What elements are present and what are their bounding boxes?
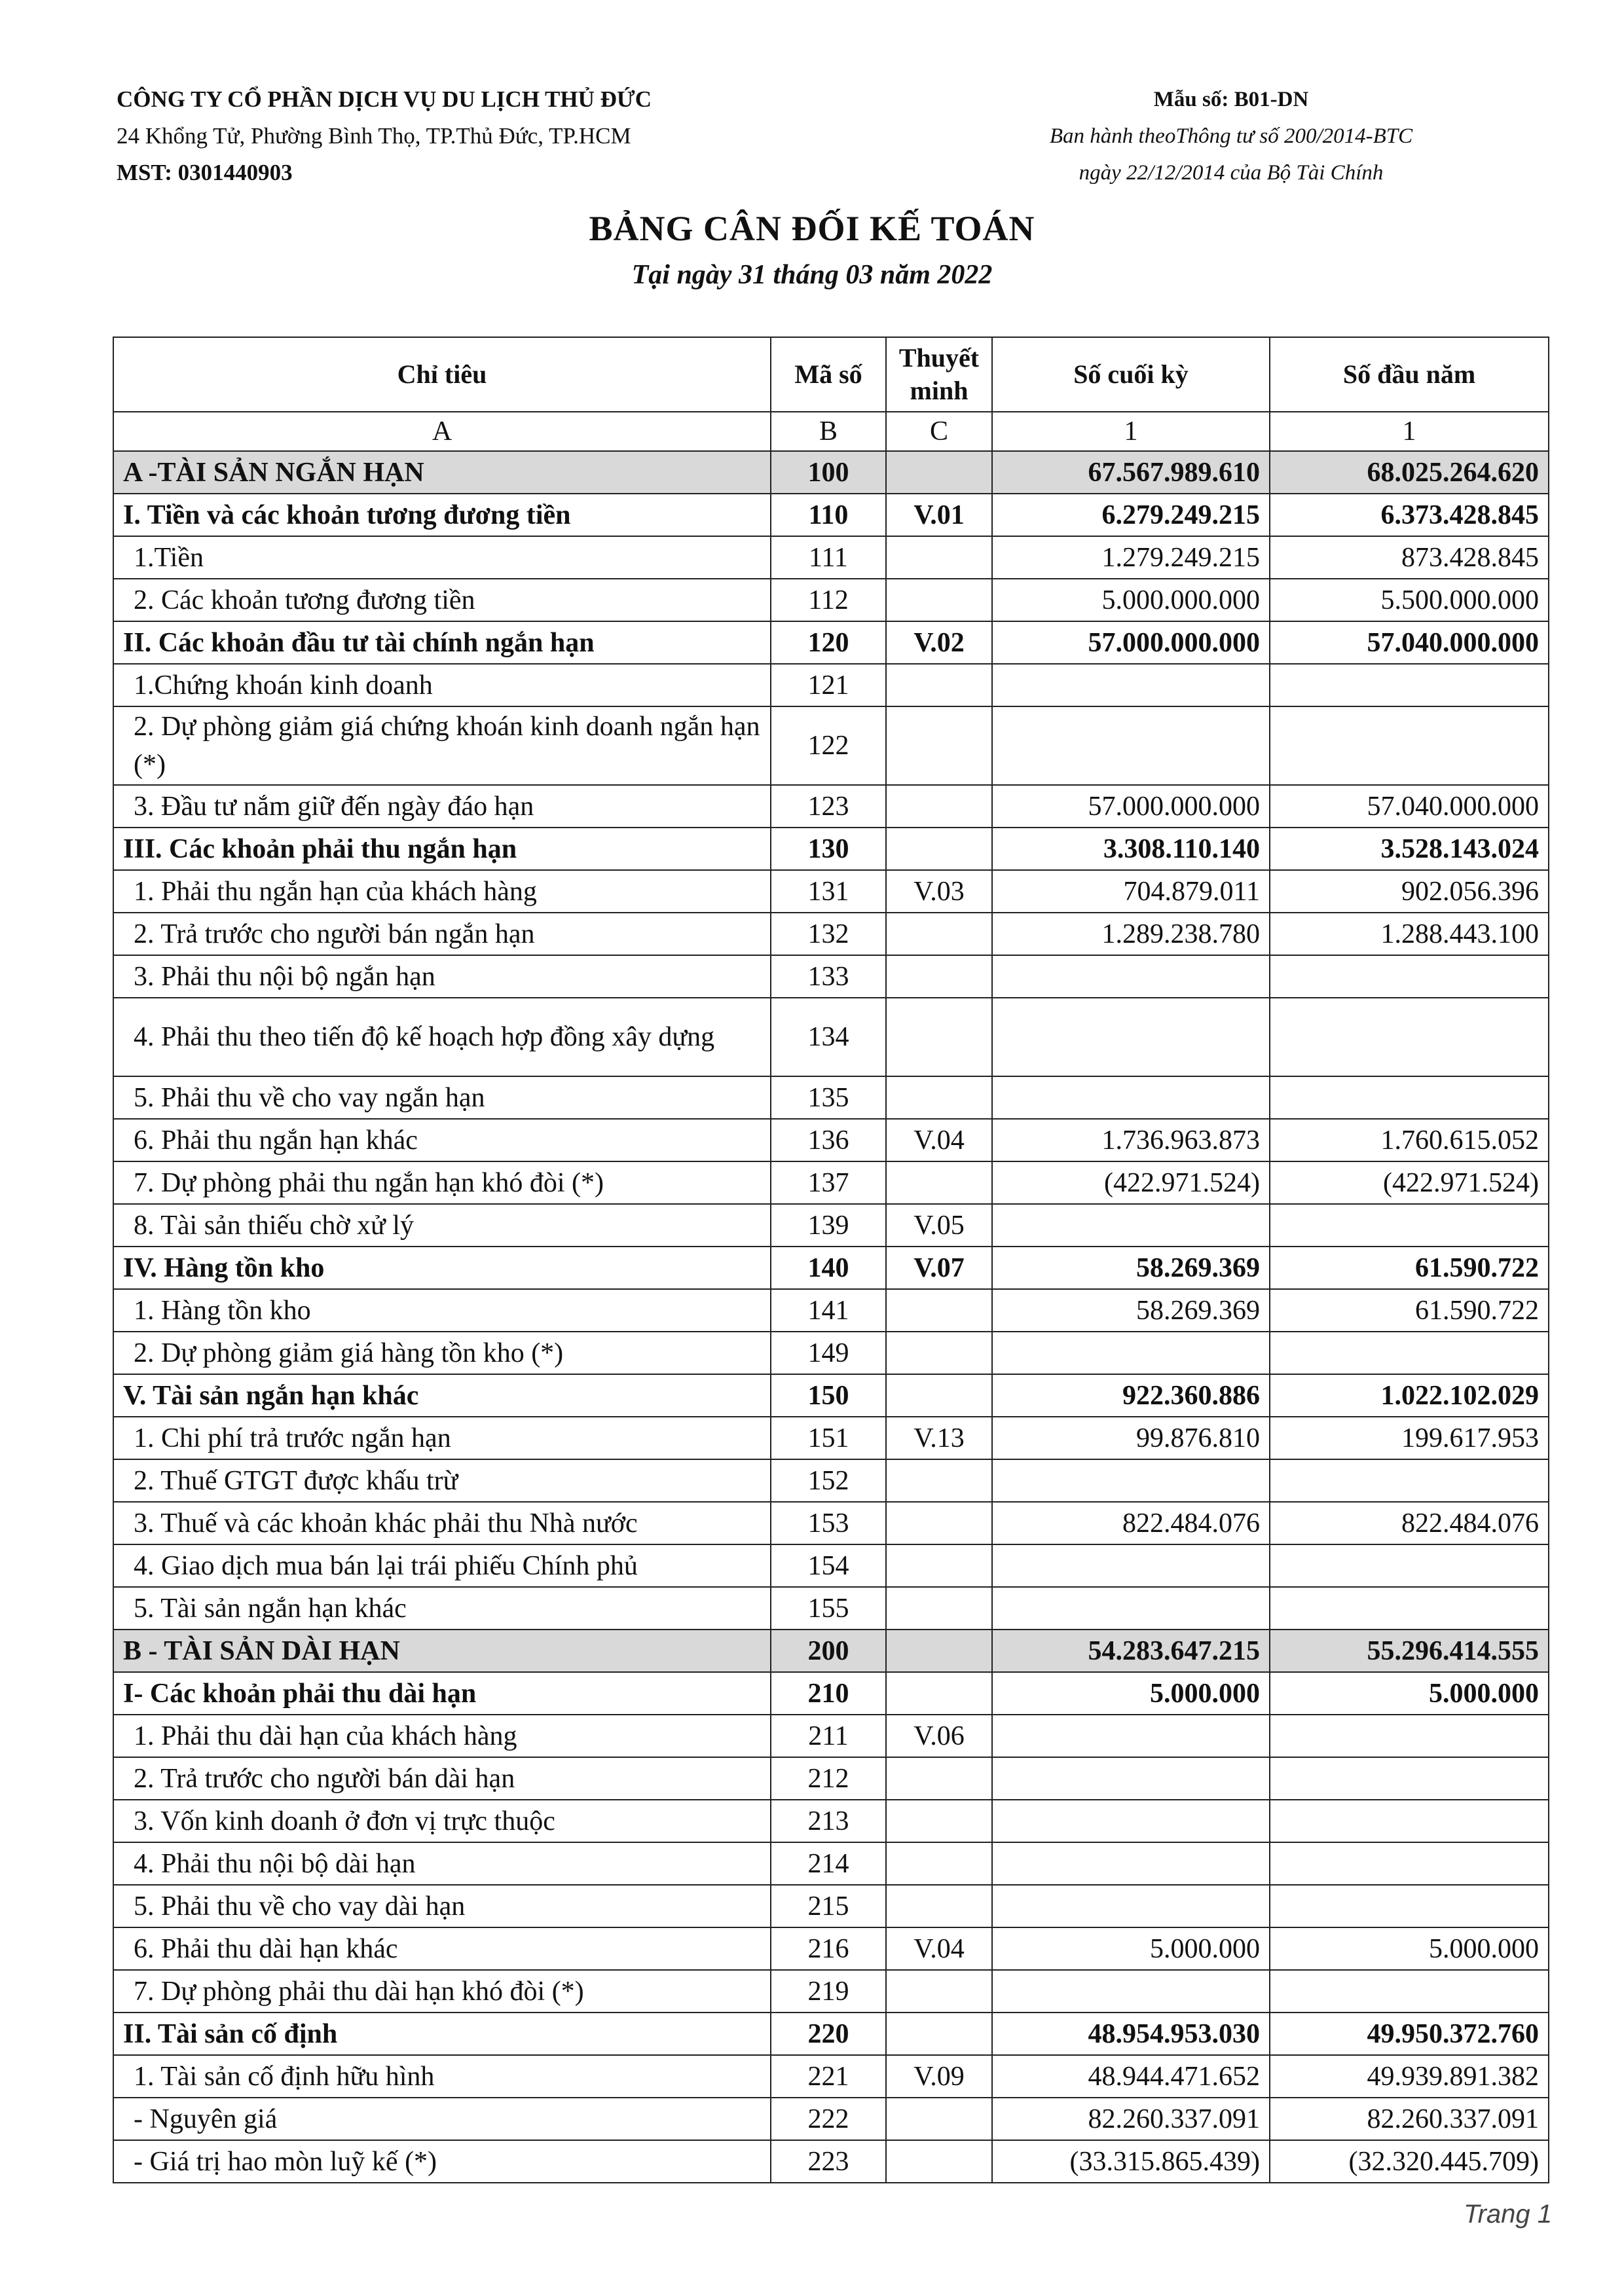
row-begin-value: 55.296.414.555 xyxy=(1270,1630,1549,1672)
table-row xyxy=(113,451,1549,494)
row-code: 139 xyxy=(771,1204,886,1247)
row-note xyxy=(886,1800,992,1842)
table-header-row xyxy=(113,337,1549,412)
table-row xyxy=(113,1417,1549,1459)
row-end-value xyxy=(992,1204,1270,1247)
row-end-value: 58.269.369 xyxy=(992,1289,1270,1332)
row-note xyxy=(886,955,992,998)
table-row xyxy=(113,1204,1549,1247)
row-end-value: 822.484.076 xyxy=(992,1502,1270,1544)
row-code: 219 xyxy=(771,1970,886,2013)
row-name: 2. Các khoản tương đương tiền xyxy=(113,579,771,621)
form-date: ngày 22/12/2014 của Bộ Tài Chính xyxy=(1079,161,1384,185)
row-begin-value: 49.939.891.382 xyxy=(1270,2055,1549,2098)
table-row xyxy=(113,1374,1549,1417)
row-code: 137 xyxy=(771,1161,886,1204)
table-row xyxy=(113,1161,1549,1204)
row-note: V.04 xyxy=(886,1927,992,1970)
row-name: 5. Tài sản ngắn hạn khác xyxy=(113,1587,771,1630)
col-header-name: Chỉ tiêu xyxy=(113,337,771,412)
row-note xyxy=(886,2013,992,2055)
balance-sheet-table xyxy=(113,337,1549,2183)
tax-code: MST: 0301440903 xyxy=(117,160,293,185)
table-row xyxy=(113,1544,1549,1587)
row-end-value xyxy=(992,1885,1270,1927)
page-subtitle: Tại ngày 31 tháng 03 năm 2022 xyxy=(631,260,993,290)
table-row xyxy=(113,621,1549,664)
table-row xyxy=(113,2098,1549,2140)
col-letter-a: A xyxy=(113,412,771,451)
row-name: 1. Phải thu ngắn hạn của khách hàng xyxy=(113,870,771,913)
row-note xyxy=(886,998,992,1076)
row-code: 222 xyxy=(771,2098,886,2140)
row-note: V.06 xyxy=(886,1715,992,1757)
row-end-value xyxy=(992,664,1270,706)
table-row xyxy=(113,579,1549,621)
row-note xyxy=(886,1885,992,1927)
row-code: 220 xyxy=(771,2013,886,2055)
row-note xyxy=(886,706,992,785)
row-begin-value: 82.260.337.091 xyxy=(1270,2098,1549,2140)
row-begin-value xyxy=(1270,998,1549,1076)
row-note: V.07 xyxy=(886,1247,992,1289)
row-begin-value xyxy=(1270,1800,1549,1842)
row-begin-value: 49.950.372.760 xyxy=(1270,2013,1549,2055)
row-name: I. Tiền và các khoản tương đương tiền xyxy=(113,494,771,536)
row-note xyxy=(886,828,992,870)
row-code: 200 xyxy=(771,1630,886,1672)
row-end-value: 54.283.647.215 xyxy=(992,1630,1270,1672)
row-note xyxy=(886,1459,992,1502)
row-note xyxy=(886,1161,992,1204)
table-row xyxy=(113,913,1549,955)
row-code: 153 xyxy=(771,1502,886,1544)
row-note: V.05 xyxy=(886,1204,992,1247)
row-code: 132 xyxy=(771,913,886,955)
row-begin-value: 199.617.953 xyxy=(1270,1417,1549,1459)
row-code: 134 xyxy=(771,998,886,1076)
row-code: 112 xyxy=(771,579,886,621)
row-begin-value xyxy=(1270,1459,1549,1502)
row-end-value: 5.000.000 xyxy=(992,1927,1270,1970)
row-name: - Nguyên giá xyxy=(113,2098,771,2140)
row-code: 121 xyxy=(771,664,886,706)
row-name: 3. Thuế và các khoản khác phải thu Nhà nước xyxy=(113,1502,771,1544)
row-end-value xyxy=(992,1459,1270,1502)
row-begin-value: 57.040.000.000 xyxy=(1270,785,1549,828)
row-name: 2. Thuế GTGT được khấu trừ xyxy=(113,1459,771,1502)
table-row xyxy=(113,706,1549,785)
row-name: 1.Chứng khoán kinh doanh xyxy=(113,664,771,706)
table-body xyxy=(113,451,1549,2183)
row-code: 122 xyxy=(771,706,886,785)
col-header-note: Thuyết minh xyxy=(886,337,992,412)
table-row xyxy=(113,2140,1549,2183)
row-end-value: 82.260.337.091 xyxy=(992,2098,1270,2140)
row-begin-value: 873.428.845 xyxy=(1270,536,1549,579)
row-code: 133 xyxy=(771,955,886,998)
row-begin-value xyxy=(1270,955,1549,998)
table-row xyxy=(113,1757,1549,1800)
row-note: V.02 xyxy=(886,621,992,664)
row-begin-value xyxy=(1270,1544,1549,1587)
row-end-value: (422.971.524) xyxy=(992,1161,1270,1204)
row-name: V. Tài sản ngắn hạn khác xyxy=(113,1374,771,1417)
row-name: B - TÀI SẢN DÀI HẠN xyxy=(113,1630,771,1672)
row-name: 4. Phải thu nội bộ dài hạn xyxy=(113,1842,771,1885)
row-end-value xyxy=(992,955,1270,998)
row-end-value xyxy=(992,1970,1270,2013)
row-note xyxy=(886,1842,992,1885)
row-end-value: 1.289.238.780 xyxy=(992,913,1270,955)
row-note xyxy=(886,451,992,494)
row-name: 2. Trả trước cho người bán dài hạn xyxy=(113,1757,771,1800)
row-end-value: 5.000.000.000 xyxy=(992,579,1270,621)
company-name: CÔNG TY CỔ PHẦN DỊCH VỤ DU LỊCH THỦ ĐỨC xyxy=(117,86,652,112)
row-name: 8. Tài sản thiếu chờ xử lý xyxy=(113,1204,771,1247)
table-row xyxy=(113,955,1549,998)
row-begin-value: 902.056.396 xyxy=(1270,870,1549,913)
table-row xyxy=(113,664,1549,706)
row-note xyxy=(886,785,992,828)
row-code: 141 xyxy=(771,1289,886,1332)
table-row xyxy=(113,828,1549,870)
table-row xyxy=(113,1459,1549,1502)
row-note xyxy=(886,1289,992,1332)
row-end-value: 67.567.989.610 xyxy=(992,451,1270,494)
row-end-value xyxy=(992,1587,1270,1630)
table-row xyxy=(113,1842,1549,1885)
row-name: 4. Phải thu theo tiến độ kế hoạch hợp đồng xây dựng xyxy=(113,998,771,1076)
row-name: 5. Phải thu về cho vay dài hạn xyxy=(113,1885,771,1927)
row-end-value xyxy=(992,1332,1270,1374)
row-name: A -TÀI SẢN NGẮN HẠN xyxy=(113,451,771,494)
row-begin-value xyxy=(1270,1970,1549,2013)
row-code: 213 xyxy=(771,1800,886,1842)
row-note xyxy=(886,1544,992,1587)
row-name: 2. Dự phòng giảm giá hàng tồn kho (*) xyxy=(113,1332,771,1374)
row-end-value: 58.269.369 xyxy=(992,1247,1270,1289)
row-end-value: 3.308.110.140 xyxy=(992,828,1270,870)
row-name: 6. Phải thu dài hạn khác xyxy=(113,1927,771,1970)
row-end-value xyxy=(992,1544,1270,1587)
row-name: 3. Vốn kinh doanh ở đơn vị trực thuộc xyxy=(113,1800,771,1842)
row-note xyxy=(886,1587,992,1630)
col-letter-1: 1 xyxy=(992,412,1270,451)
row-begin-value: (422.971.524) xyxy=(1270,1161,1549,1204)
row-code: 211 xyxy=(771,1715,886,1757)
row-begin-value xyxy=(1270,1842,1549,1885)
row-end-value: 704.879.011 xyxy=(992,870,1270,913)
table-row xyxy=(113,1927,1549,1970)
row-code: 123 xyxy=(771,785,886,828)
row-note: V.13 xyxy=(886,1417,992,1459)
table-row xyxy=(113,1247,1549,1289)
row-note: V.03 xyxy=(886,870,992,913)
row-begin-value: 3.528.143.024 xyxy=(1270,828,1549,870)
row-note xyxy=(886,913,992,955)
row-note xyxy=(886,536,992,579)
table-row xyxy=(113,785,1549,828)
row-begin-value xyxy=(1270,664,1549,706)
table-row xyxy=(113,1587,1549,1630)
table-row xyxy=(113,536,1549,579)
row-name: 3. Đầu tư nắm giữ đến ngày đáo hạn xyxy=(113,785,771,828)
row-begin-value xyxy=(1270,1885,1549,1927)
row-begin-value: 822.484.076 xyxy=(1270,1502,1549,1544)
row-name: IV. Hàng tồn kho xyxy=(113,1247,771,1289)
row-end-value xyxy=(992,998,1270,1076)
row-note xyxy=(886,1502,992,1544)
row-note xyxy=(886,1332,992,1374)
row-end-value: 1.736.963.873 xyxy=(992,1119,1270,1161)
row-end-value xyxy=(992,1842,1270,1885)
row-end-value xyxy=(992,706,1270,785)
table-row xyxy=(113,2055,1549,2098)
page-title: BẢNG CÂN ĐỐI KẾ TOÁN xyxy=(589,209,1035,248)
row-name: 4. Giao dịch mua bán lại trái phiếu Chính phủ xyxy=(113,1544,771,1587)
row-code: 215 xyxy=(771,1885,886,1927)
row-end-value xyxy=(992,1715,1270,1757)
row-begin-value: 68.025.264.620 xyxy=(1270,451,1549,494)
col-letter-1b: 1 xyxy=(1270,412,1549,451)
row-end-value: (33.315.865.439) xyxy=(992,2140,1270,2183)
row-name: 2. Dự phòng giảm giá chứng khoán kinh doanh ngắn hạn (*) xyxy=(113,706,771,785)
row-name: I- Các khoản phải thu dài hạn xyxy=(113,1672,771,1715)
col-letter-c: C xyxy=(886,412,992,451)
row-code: 135 xyxy=(771,1076,886,1119)
row-name: 5. Phải thu về cho vay ngắn hạn xyxy=(113,1076,771,1119)
row-code: 120 xyxy=(771,621,886,664)
col-header-begin: Số đầu năm xyxy=(1270,337,1549,412)
table-row xyxy=(113,1630,1549,1672)
row-code: 150 xyxy=(771,1374,886,1417)
table-row xyxy=(113,1672,1549,1715)
row-code: 152 xyxy=(771,1459,886,1502)
row-begin-value xyxy=(1270,706,1549,785)
row-code: 212 xyxy=(771,1757,886,1800)
row-note xyxy=(886,2140,992,2183)
row-name: II. Các khoản đầu tư tài chính ngắn hạn xyxy=(113,621,771,664)
row-begin-value: 5.500.000.000 xyxy=(1270,579,1549,621)
row-begin-value xyxy=(1270,1204,1549,1247)
row-begin-value: 61.590.722 xyxy=(1270,1289,1549,1332)
row-name: 1. Chi phí trả trước ngắn hạn xyxy=(113,1417,771,1459)
row-begin-value: 5.000.000 xyxy=(1270,1927,1549,1970)
row-end-value: 99.876.810 xyxy=(992,1417,1270,1459)
row-note: V.04 xyxy=(886,1119,992,1161)
row-end-value: 922.360.886 xyxy=(992,1374,1270,1417)
table-row xyxy=(113,494,1549,536)
row-note xyxy=(886,1374,992,1417)
row-begin-value: 6.373.428.845 xyxy=(1270,494,1549,536)
page-number: Trang 1 xyxy=(1464,2200,1552,2229)
row-code: 149 xyxy=(771,1332,886,1374)
row-code: 136 xyxy=(771,1119,886,1161)
row-end-value: 48.954.953.030 xyxy=(992,2013,1270,2055)
row-code: 221 xyxy=(771,2055,886,2098)
form-code: Mẫu số: B01-DN xyxy=(1153,88,1309,111)
row-code: 111 xyxy=(771,536,886,579)
row-name: 2. Trả trước cho người bán ngắn hạn xyxy=(113,913,771,955)
table-row xyxy=(113,1885,1549,1927)
column-letters-row xyxy=(113,412,1549,451)
row-note: V.09 xyxy=(886,2055,992,2098)
row-end-value xyxy=(992,1800,1270,1842)
row-note xyxy=(886,1970,992,2013)
row-begin-value xyxy=(1270,1332,1549,1374)
row-code: 155 xyxy=(771,1587,886,1630)
row-name: II. Tài sản cố định xyxy=(113,2013,771,2055)
row-code: 210 xyxy=(771,1672,886,1715)
row-code: 151 xyxy=(771,1417,886,1459)
table-row xyxy=(113,1332,1549,1374)
table-row xyxy=(113,1800,1549,1842)
row-code: 130 xyxy=(771,828,886,870)
row-end-value: 1.279.249.215 xyxy=(992,536,1270,579)
row-note xyxy=(886,664,992,706)
table-row xyxy=(113,870,1549,913)
table-row xyxy=(113,1502,1549,1544)
row-name: 1. Phải thu dài hạn của khách hàng xyxy=(113,1715,771,1757)
row-code: 223 xyxy=(771,2140,886,2183)
row-note xyxy=(886,579,992,621)
table-row xyxy=(113,1289,1549,1332)
row-begin-value: 61.590.722 xyxy=(1270,1247,1549,1289)
table-row xyxy=(113,2013,1549,2055)
row-begin-value xyxy=(1270,1757,1549,1800)
row-code: 216 xyxy=(771,1927,886,1970)
row-code: 131 xyxy=(771,870,886,913)
company-info xyxy=(117,81,652,191)
row-note: V.01 xyxy=(886,494,992,536)
row-name: 1.Tiền xyxy=(113,536,771,579)
col-header-code: Mã số xyxy=(771,337,886,412)
table-row xyxy=(113,1715,1549,1757)
form-info xyxy=(982,81,1480,191)
row-note xyxy=(886,2098,992,2140)
row-code: 154 xyxy=(771,1544,886,1587)
row-code: 214 xyxy=(771,1842,886,1885)
table-row xyxy=(113,1119,1549,1161)
company-address: 24 Khổng Tử, Phường Bình Thọ, TP.Thủ Đức, TP.HCM xyxy=(117,123,631,149)
row-note xyxy=(886,1630,992,1672)
row-end-value: 57.000.000.000 xyxy=(992,785,1270,828)
row-name: 6. Phải thu ngắn hạn khác xyxy=(113,1119,771,1161)
row-begin-value: 5.000.000 xyxy=(1270,1672,1549,1715)
table-row xyxy=(113,998,1549,1076)
table-row xyxy=(113,1970,1549,2013)
row-begin-value: (32.320.445.709) xyxy=(1270,2140,1549,2183)
row-end-value: 57.000.000.000 xyxy=(992,621,1270,664)
row-end-value xyxy=(992,1076,1270,1119)
table-row xyxy=(113,1076,1549,1119)
row-begin-value: 57.040.000.000 xyxy=(1270,621,1549,664)
row-begin-value xyxy=(1270,1587,1549,1630)
row-begin-value: 1.760.615.052 xyxy=(1270,1119,1549,1161)
row-code: 110 xyxy=(771,494,886,536)
row-begin-value xyxy=(1270,1715,1549,1757)
row-name: 1. Tài sản cố định hữu hình xyxy=(113,2055,771,2098)
row-name: 3. Phải thu nội bộ ngắn hạn xyxy=(113,955,771,998)
row-begin-value xyxy=(1270,1076,1549,1119)
row-name: - Giá trị hao mòn luỹ kế (*) xyxy=(113,2140,771,2183)
row-code: 140 xyxy=(771,1247,886,1289)
row-end-value xyxy=(992,1757,1270,1800)
col-header-end: Số cuối kỳ xyxy=(992,337,1270,412)
row-end-value: 48.944.471.652 xyxy=(992,2055,1270,2098)
row-code: 100 xyxy=(771,451,886,494)
row-name: 7. Dự phòng phải thu dài hạn khó đòi (*) xyxy=(113,1970,771,2013)
row-note xyxy=(886,1757,992,1800)
row-name: 1. Hàng tồn kho xyxy=(113,1289,771,1332)
row-begin-value: 1.288.443.100 xyxy=(1270,913,1549,955)
row-begin-value: 1.022.102.029 xyxy=(1270,1374,1549,1417)
row-note xyxy=(886,1076,992,1119)
col-letter-b: B xyxy=(771,412,886,451)
row-note xyxy=(886,1672,992,1715)
row-name: III. Các khoản phải thu ngắn hạn xyxy=(113,828,771,870)
form-issued: Ban hành theoThông tư số 200/2014-BTC xyxy=(1049,124,1413,148)
row-end-value: 6.279.249.215 xyxy=(992,494,1270,536)
row-name: 7. Dự phòng phải thu ngắn hạn khó đòi (*) xyxy=(113,1161,771,1204)
row-end-value: 5.000.000 xyxy=(992,1672,1270,1715)
